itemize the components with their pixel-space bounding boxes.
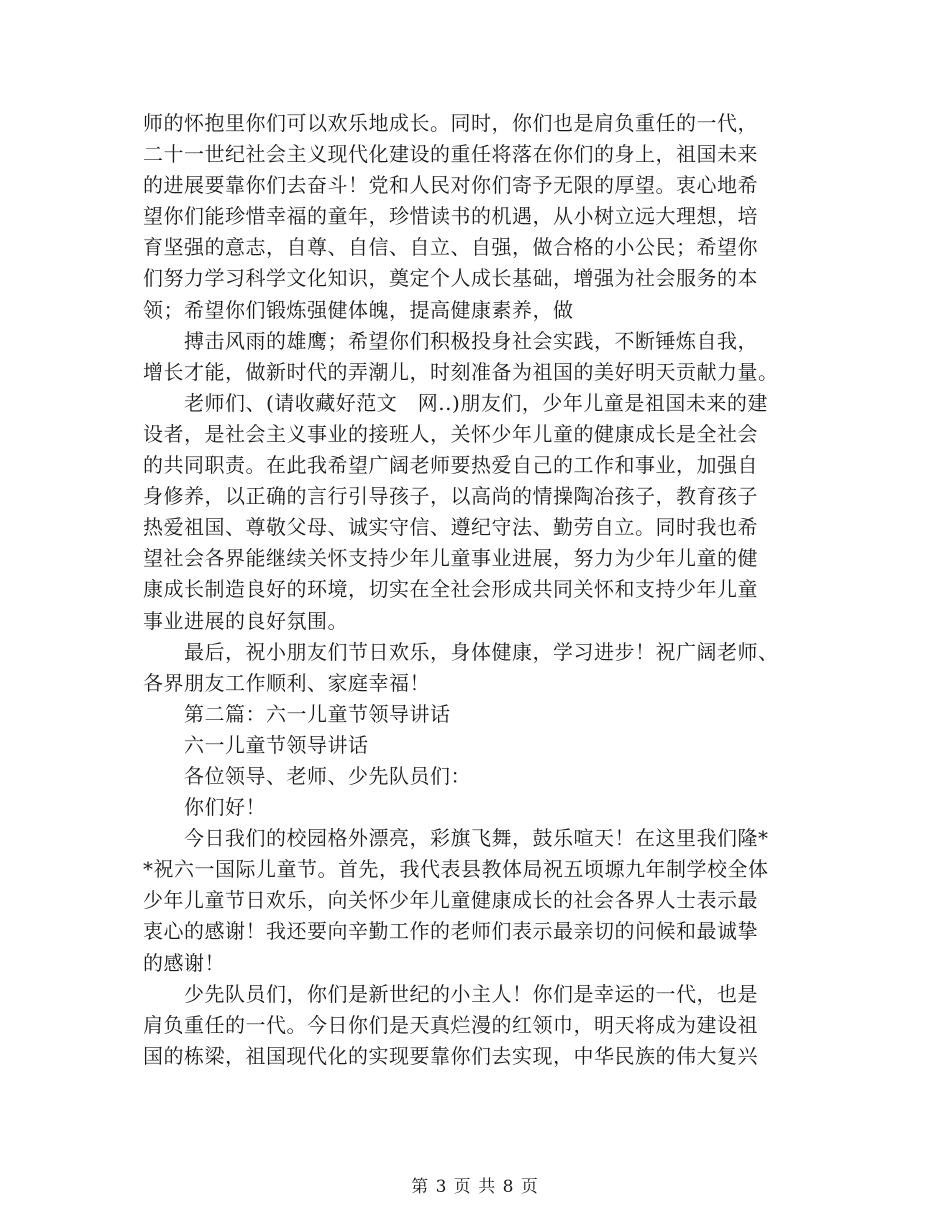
text-line: 老师们、(请收藏好范文 网..)朋友们，少年儿童是祖国未来的建 <box>143 390 768 415</box>
text-line: 领；希望你们锻炼强健体魄，提高健康素养，做 <box>143 297 574 322</box>
salutation: 各位领导、老师、少先队员们： <box>143 763 471 788</box>
text-line: 的共同职责。在此我希望广阔老师要热爱自己的工作和事业，加强自 <box>143 453 758 478</box>
text-line: 身修养，以正确的言行引导孩子，以高尚的情操陶冶孩子，教育孩子 <box>143 484 758 509</box>
text-line: 国的栋梁，祖国现代化的实现要靠你们去实现，中华民族的伟大复兴 <box>143 1043 758 1068</box>
text-line: 望你们能珍惜幸福的童年，珍惜读书的机遇，从小树立远大理想，培 <box>143 204 758 229</box>
text-line: 增长才能，做新时代的弄潮儿，时刻准备为祖国的美好明天贡献力量。 <box>143 359 779 384</box>
text-line: 育坚强的意志，自尊、自信、自立、自强，做合格的小公民；希望你 <box>143 235 758 260</box>
page-number-footer: 第 3 页 共 8 页 <box>411 1177 539 1197</box>
text-line: 康成长制造良好的环境，切实在全社会形成共同关怀和支持少年儿童 <box>143 577 758 602</box>
text-line: 的进展要靠你们去奋斗！党和人民对你们寄予无限的厚望。衷心地希 <box>143 173 758 198</box>
text-line: 望社会各界能继续关怀支持少年儿童事业进展，努力为少年儿童的健 <box>143 546 758 571</box>
text-line: 少先队员们，你们是新世纪的小主人！你们是幸运的一代，也是 <box>143 981 758 1006</box>
text-line: 肩负重任的一代。今日你们是天真烂漫的红领巾，明天将成为建设祖 <box>143 1012 758 1037</box>
text-line: 最后，祝小朋友们节日欢乐，身体健康，学习进步！祝广阔老师、 <box>143 639 779 664</box>
body-text <box>143 108 813 1072</box>
text-line: 事业进展的良好氛围。 <box>143 608 348 633</box>
text-line: 各界朋友工作顺利、家庭幸福！ <box>143 670 430 695</box>
speech-title: 六一儿童节领导讲话 <box>143 732 369 757</box>
text-line: *祝六一国际儿童节。首先，我代表县教体局祝五顷塬九年制学校全体 <box>143 857 769 882</box>
text-line: 师的怀抱里你们可以欢乐地成长。同时，你们也是肩负重任的一代， <box>143 111 758 135</box>
text-line: 少年儿童节日欢乐，向关怀少年儿童健康成长的社会各界人士表示最 <box>143 888 758 913</box>
text-line: 的感谢！ <box>143 950 225 975</box>
text-line: 今日我们的校园格外漂亮，彩旗飞舞，鼓乐喧天！在这里我们隆* <box>143 826 769 851</box>
section-heading: 第二篇：六一儿童节领导讲话 <box>143 701 451 726</box>
text-line: 二十一世纪社会主义现代化建设的重任将落在你们的身上，祖国未来 <box>143 142 758 167</box>
greeting: 你们好！ <box>143 795 266 820</box>
text-line: 设者，是社会主义事业的接班人，关怀少年儿童的健康成长是全社会 <box>143 421 758 446</box>
text-line: 衷心的感谢！我还要向辛勤工作的老师们表示最亲切的问候和最诚挚 <box>143 919 758 944</box>
text-line: 热爱祖国、尊敬父母、诚实守信、遵纪守法、勤劳自立。同时我也希 <box>143 515 758 540</box>
text-line: 们努力学习科学文化知识，奠定个人成长基础，增强为社会服务的本 <box>143 266 758 291</box>
text-line: 搏击风雨的雄鹰；希望你们积极投身社会实践，不断锤炼自我， <box>143 328 758 353</box>
